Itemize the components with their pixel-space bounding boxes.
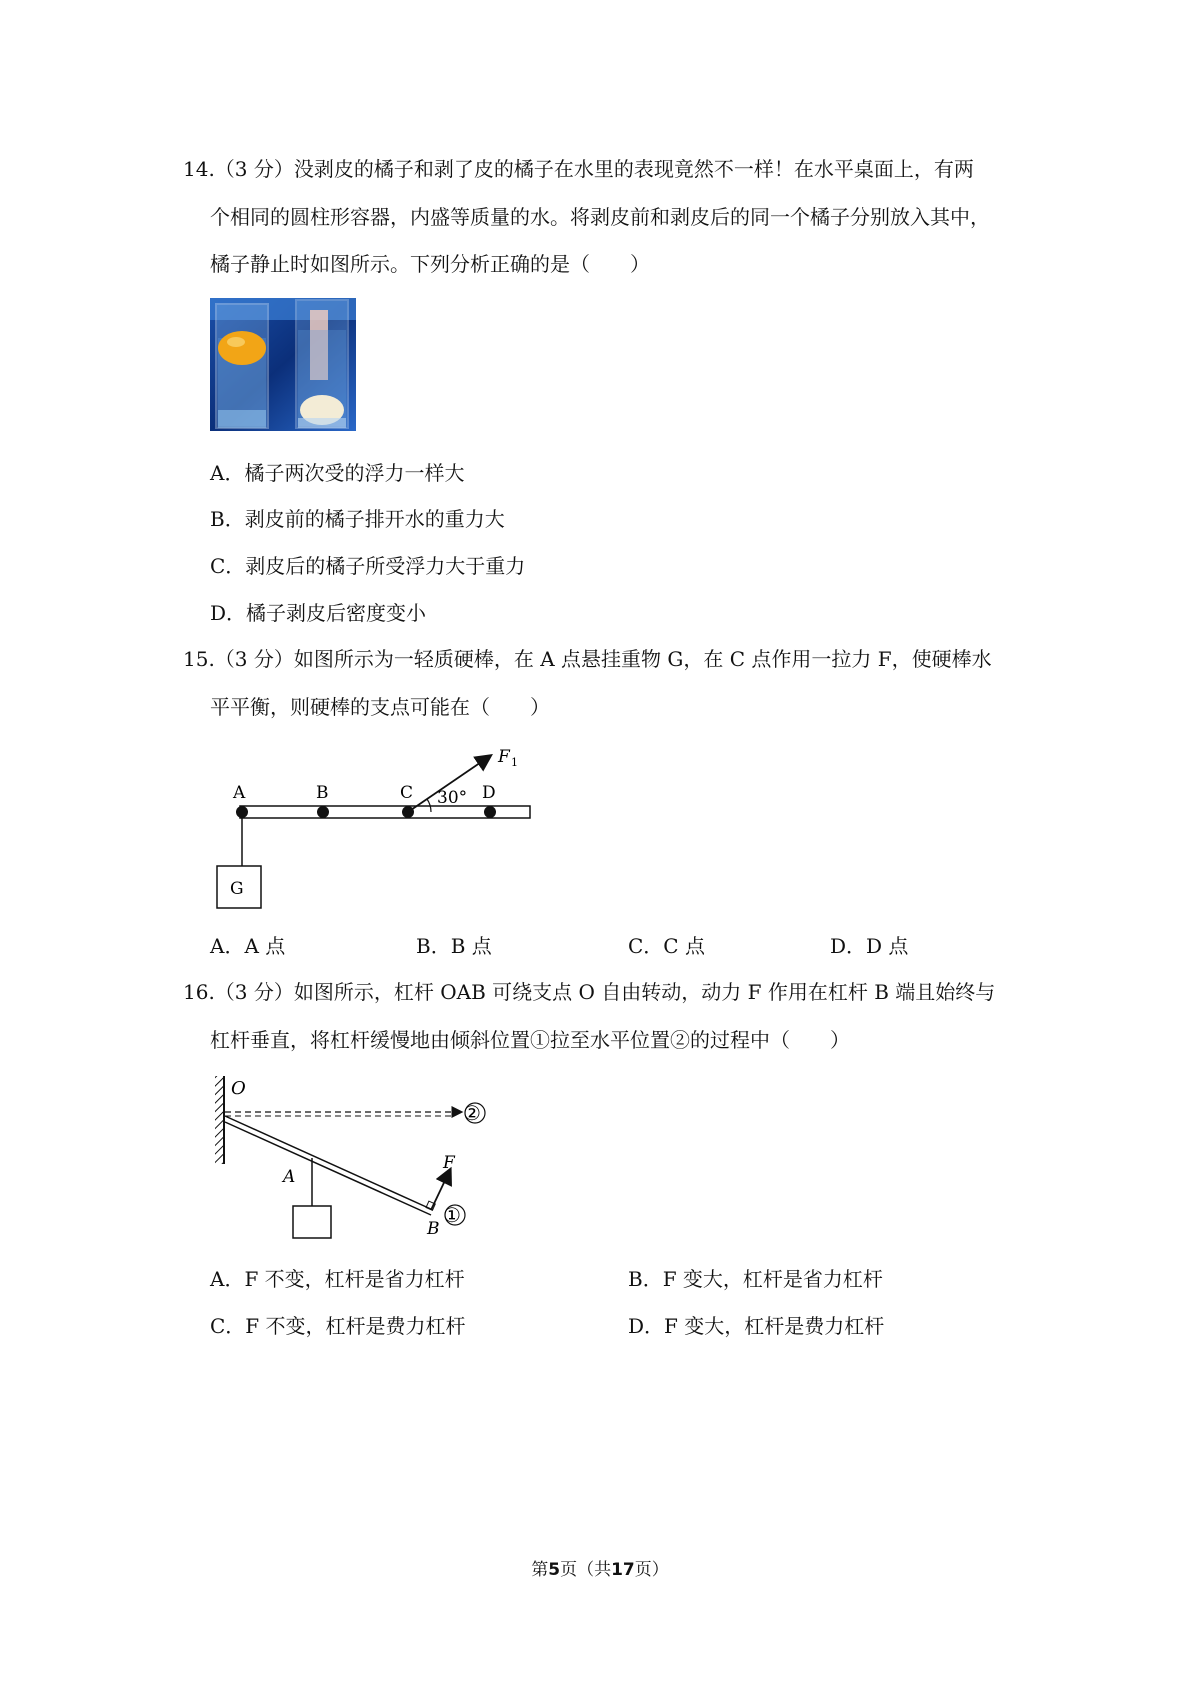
position-2-label: ② bbox=[463, 1101, 481, 1125]
point-b-label: B bbox=[427, 1219, 440, 1239]
lever-figure-q15 bbox=[205, 738, 535, 913]
weight-label: G bbox=[230, 879, 244, 899]
q15-option-a: A．A 点 bbox=[210, 934, 286, 958]
q14-stem-line3: 橘子静止时如图所示。下列分析正确的是（ ） bbox=[210, 252, 650, 276]
q16-option-a: A．F 不变，杠杆是省力杠杆 bbox=[210, 1267, 465, 1291]
force-f-label: F bbox=[443, 1153, 455, 1173]
q15-stem-line2: 平平衡，则硬棒的支点可能在（ ） bbox=[210, 695, 550, 719]
pivot-label: O bbox=[231, 1078, 246, 1099]
q15-option-b: B．B 点 bbox=[416, 934, 492, 958]
q14-stem-line1: 14.（3 分）没剥皮的橘子和剥了皮的橘子在水里的表现竟然不一样！在水平桌面上，有两 bbox=[183, 157, 974, 181]
position-1-label: ① bbox=[443, 1203, 461, 1227]
q16-stem-line1: 16.（3 分）如图所示，杠杆 OAB 可绕支点 O 自由转动，动力 F 作用在杠杆 B 端且始终与 bbox=[183, 980, 996, 1004]
q14-option-a: A．橘子两次受的浮力一样大 bbox=[210, 461, 465, 485]
label-c: C bbox=[400, 783, 414, 803]
force-subscript: 1 bbox=[511, 756, 518, 769]
footer-page-number: 5 bbox=[548, 1560, 561, 1580]
q14-option-c: C．剥皮后的橘子所受浮力大于重力 bbox=[210, 554, 526, 578]
point-b-dot bbox=[317, 806, 329, 818]
orange-glasses-photo bbox=[210, 298, 356, 431]
q16-option-c: C．F 不变，杠杆是费力杠杆 bbox=[210, 1314, 466, 1338]
lever-rod bbox=[225, 1116, 433, 1210]
footer-mid: 页（共 bbox=[560, 1560, 612, 1580]
q14-option-d: D．橘子剥皮后密度变小 bbox=[210, 601, 427, 625]
q15-option-c: C．C 点 bbox=[628, 934, 705, 958]
q15-option-d: D．D 点 bbox=[830, 934, 909, 958]
q14-option-b: B．剥皮前的橘子排开水的重力大 bbox=[210, 507, 505, 531]
footer-pre: 第 bbox=[531, 1560, 549, 1580]
q15-stem-line1: 15.（3 分）如图所示为一轻质硬棒，在 A 点悬挂重物 G，在 C 点作用一拉力 F，使硬棒水 bbox=[183, 647, 992, 671]
footer-total-pages: 17 bbox=[611, 1560, 635, 1580]
footer-post: 页） bbox=[634, 1560, 669, 1580]
q16-option-b: B．F 变大，杠杆是省力杠杆 bbox=[628, 1267, 883, 1291]
label-a: A bbox=[233, 783, 246, 803]
angle-label: 30° bbox=[437, 788, 468, 808]
page-footer bbox=[0, 1558, 1200, 1582]
label-b: B bbox=[316, 783, 329, 803]
point-d-dot bbox=[484, 806, 496, 818]
point-a-label: A bbox=[283, 1167, 296, 1187]
force-label: F bbox=[498, 747, 510, 767]
hanging-weight bbox=[293, 1206, 331, 1238]
point-a-dot bbox=[236, 806, 248, 818]
q14-stem-line2: 个相同的圆柱形容器，内盛等质量的水。将剥皮前和剥皮后的同一个橘子分别放入其中， bbox=[210, 205, 990, 229]
lever-figure-q16 bbox=[205, 1070, 505, 1245]
q16-stem-line2: 杠杆垂直，将杠杆缓慢地由倾斜位置①拉至水平位置②的过程中（ ） bbox=[210, 1028, 850, 1052]
q16-option-d: D．F 变大，杠杆是费力杠杆 bbox=[628, 1314, 885, 1338]
wall bbox=[215, 1076, 224, 1164]
label-d: D bbox=[482, 783, 496, 803]
